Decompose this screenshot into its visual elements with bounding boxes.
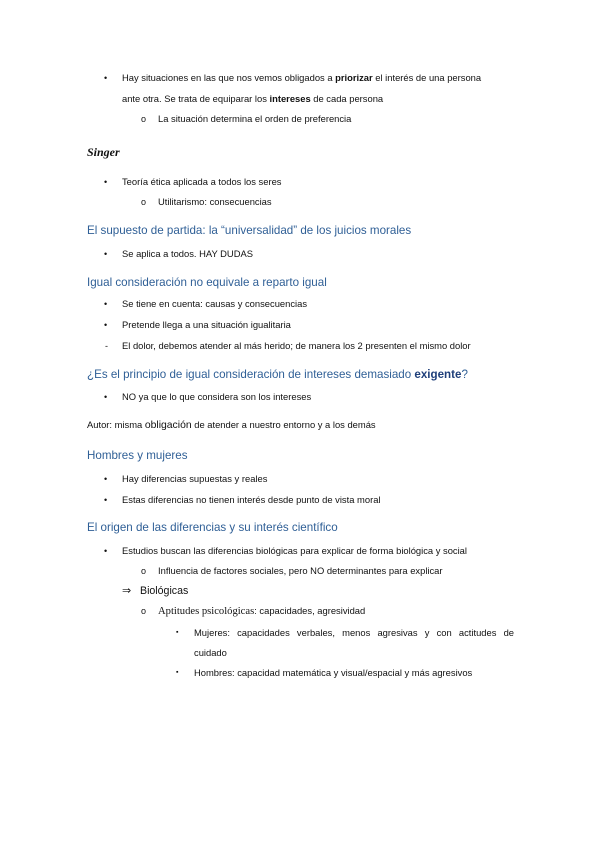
- bullet-marker: •: [104, 249, 108, 259]
- heading-exigente: ¿Es el principio de igual consideración de intereses demasiado exigente?: [87, 368, 468, 381]
- autor-paragraph: Autor: misma obligación de atender a nuestro entorno y a los demás: [87, 419, 376, 431]
- bullet-marker: •: [104, 299, 108, 309]
- bullet-text: Hay diferencias supuestas y reales: [122, 473, 268, 484]
- bullet-text: NO ya que lo que considera son los intereses: [122, 391, 312, 402]
- sub-bullet-text: Utilitarismo: consecuencias: [158, 196, 272, 207]
- bullet-marker: •: [104, 73, 108, 83]
- sub-bullet-text: La situación determina el orden de preferencia: [158, 113, 352, 124]
- mujeres-text: Mujeres: capacidades verbales, menos agresivas y con actitudes de: [194, 627, 514, 638]
- bullet-text: Estas diferencias no tienen interés desde punto de vista moral: [122, 494, 381, 505]
- square-marker: ▪: [176, 629, 179, 636]
- bullet-marker: •: [104, 474, 108, 484]
- arrow-marker: ⇒: [122, 585, 132, 597]
- bullet-text: Se tiene en cuenta: causas y consecuencias: [122, 298, 308, 309]
- mujeres-text-continuation: cuidado: [194, 647, 227, 658]
- bullet-text: Pretende llega a una situación igualitaria: [122, 319, 291, 330]
- bullet-marker: •: [104, 177, 108, 187]
- bullet-marker: •: [104, 320, 108, 330]
- sub-bullet-marker: o: [141, 606, 147, 616]
- bullet-text: Estudios buscan las diferencias biológicas para explicar de forma biológica y social: [122, 545, 467, 556]
- heading-supuesto: El supuesto de partida: la “universalidad” de los juicios morales: [87, 224, 412, 237]
- sub-bullet-marker: o: [141, 197, 147, 207]
- bullet-text-continuation: ante otra. Se trata de equiparar los intereses de cada persona: [122, 93, 384, 104]
- bullet-text: Hay situaciones en las que nos vemos obligados a priorizar el interés de una persona: [122, 72, 482, 83]
- heading-origen: El origen de las diferencias y su interés científico: [87, 521, 338, 534]
- heading-igual-consideracion: Igual consideración no equivale a reparto igual: [87, 276, 327, 289]
- heading-hombres-mujeres: Hombres y mujeres: [87, 449, 188, 462]
- autor-emphasis: obligación: [144, 420, 192, 431]
- bullet-text: Teoría ética aplicada a todos los seres: [122, 176, 282, 187]
- sub-bullet-text: Influencia de factores sociales, pero NO determinantes para explicar: [158, 565, 443, 576]
- highlight-word: exigente: [414, 368, 462, 381]
- dash-marker: -: [105, 341, 108, 351]
- aptitudes-term: Aptitudes psicológicas: [158, 606, 255, 617]
- sub-bullet-marker: o: [141, 566, 147, 576]
- sub-bullet-marker: o: [141, 114, 147, 124]
- subheading-biologicas: Biológicas: [140, 585, 189, 597]
- bullet-marker: •: [104, 392, 108, 402]
- bullet-marker: •: [104, 546, 108, 556]
- bullet-text: Se aplica a todos. HAY DUDAS: [122, 248, 253, 259]
- bullet-marker: •: [104, 495, 108, 505]
- square-marker: ▪: [176, 669, 179, 676]
- hombres-text: Hombres: capacidad matemática y visual/espacial y más agresivos: [194, 667, 473, 678]
- section-title-singer: Singer: [87, 145, 120, 159]
- bullet-text: El dolor, debemos atender al más herido; de manera los 2 presenten el mismo dolor: [122, 340, 471, 351]
- aptitudes-line: Aptitudes psicológicas: capacidades, agresividad: [158, 605, 366, 617]
